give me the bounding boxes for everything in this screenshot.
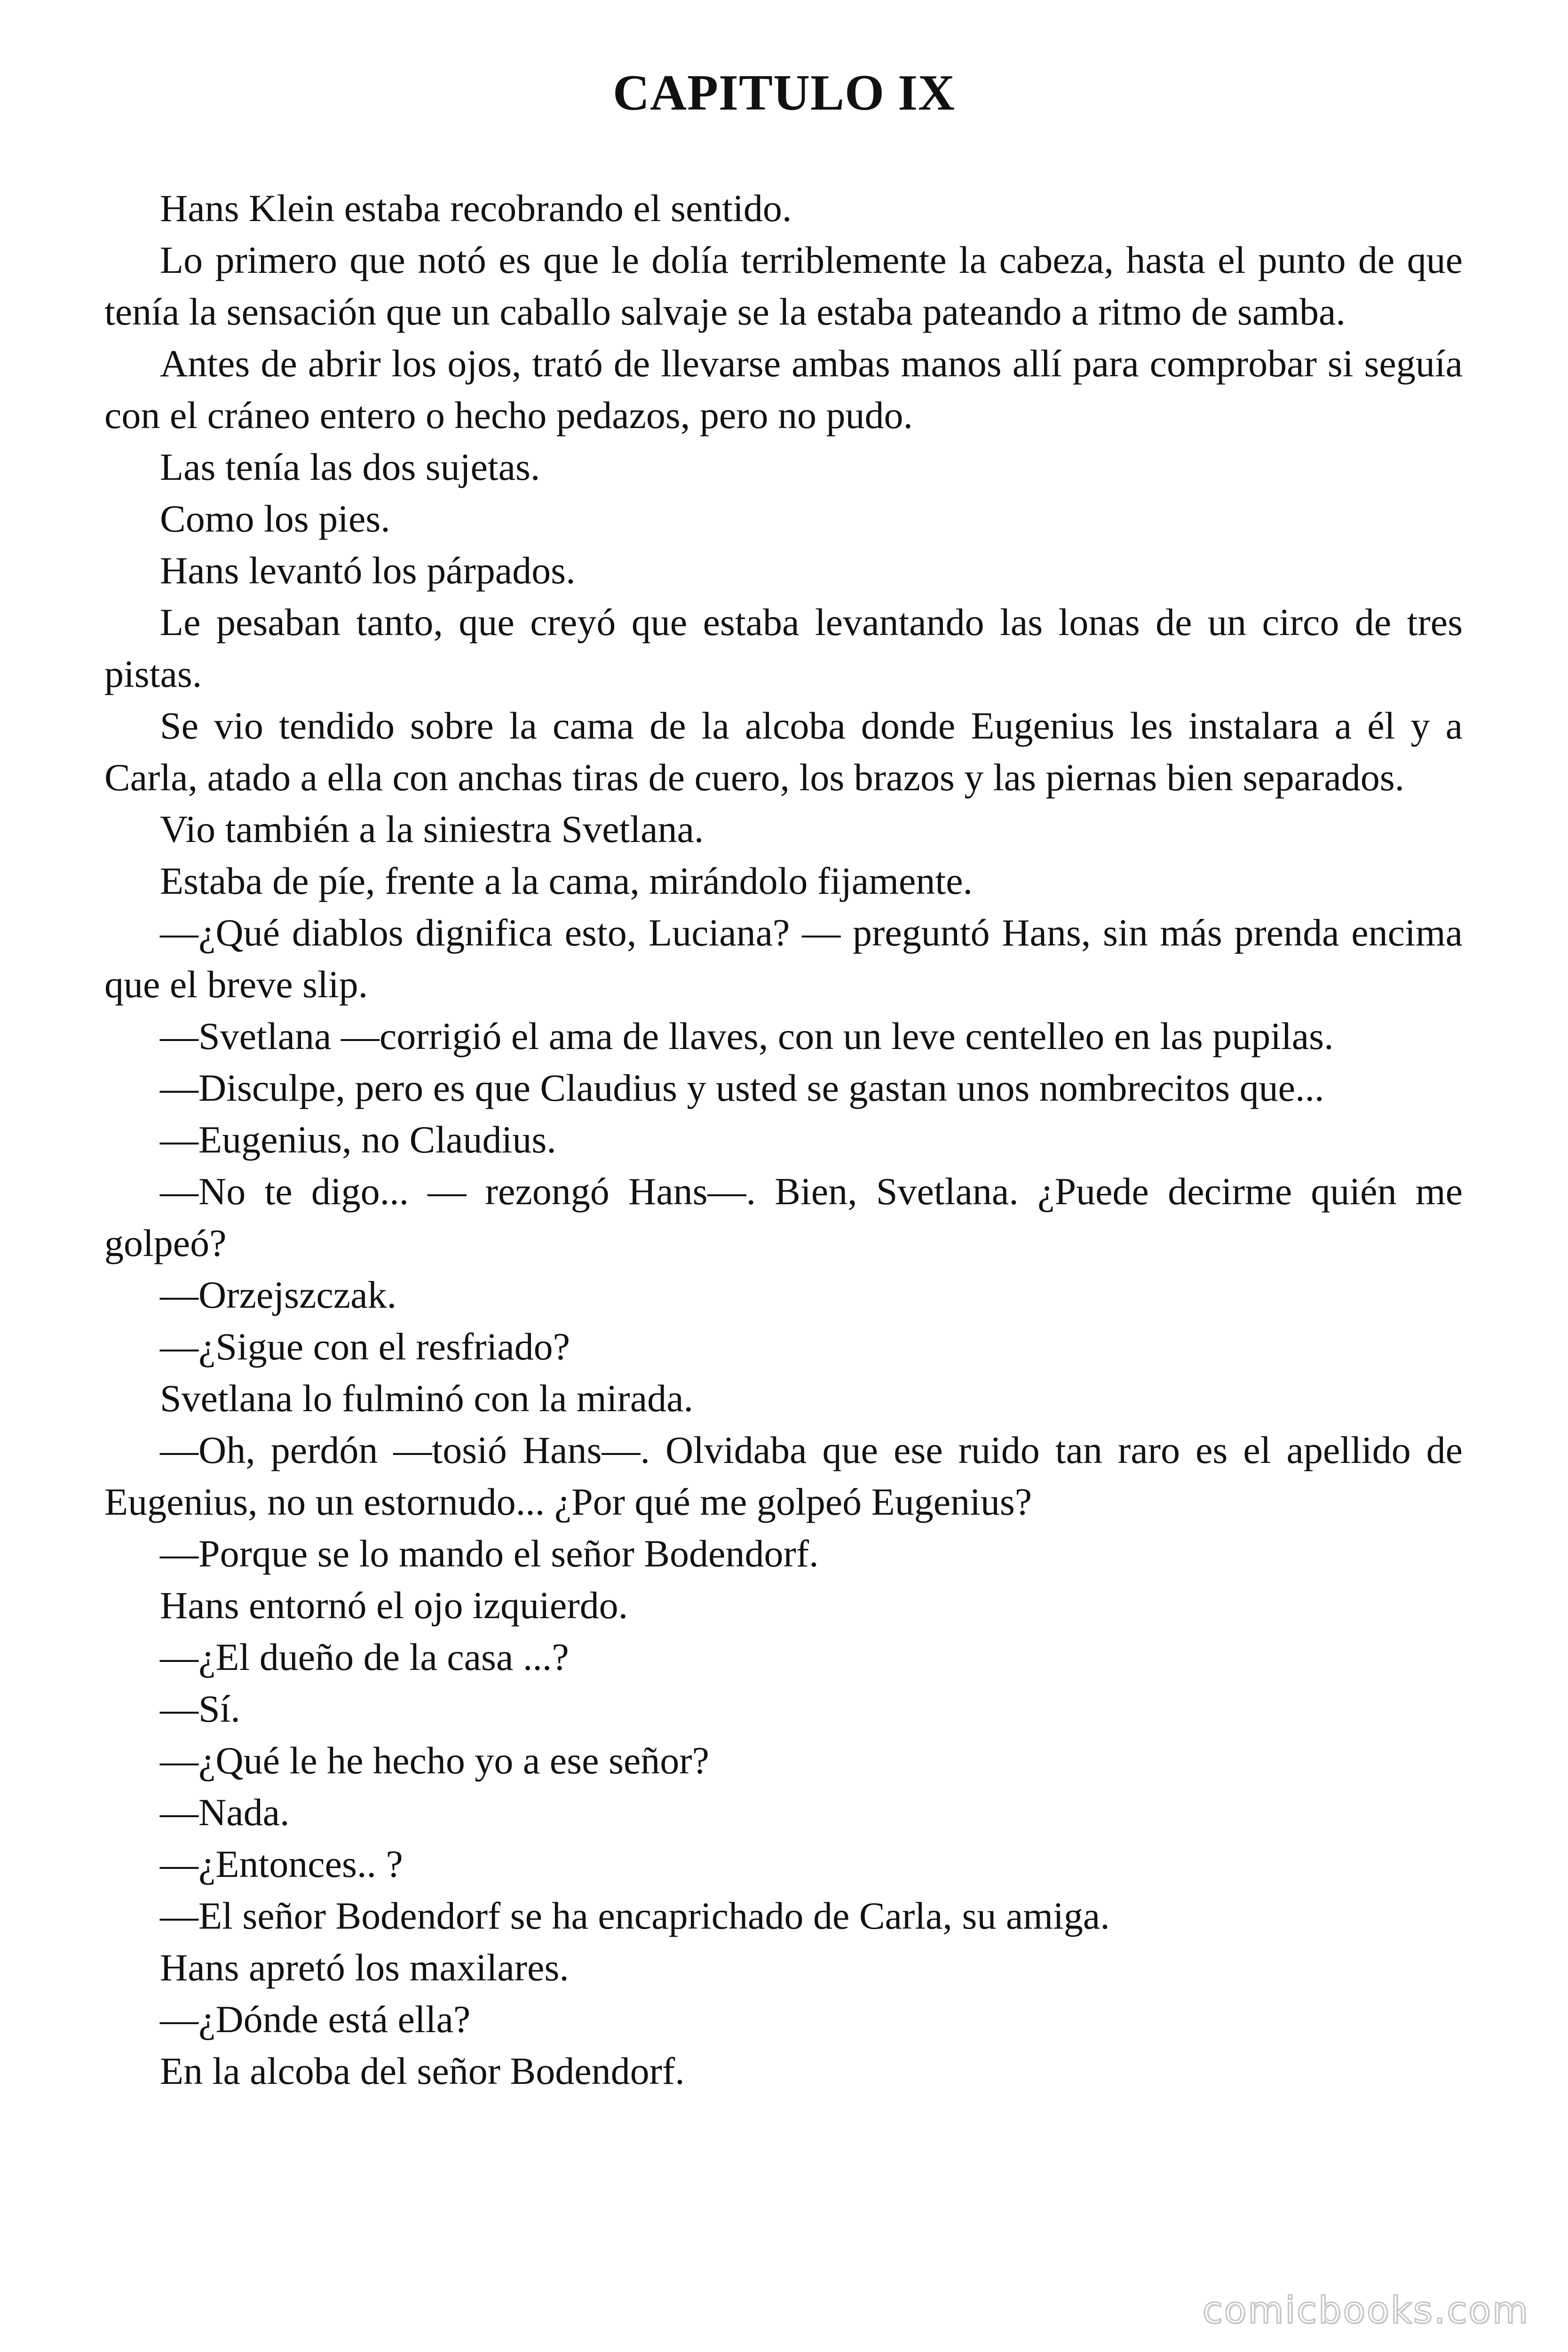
paragraph: —¿El dueño de la casa ...?	[160, 1636, 569, 1678]
paragraph: Svetlana lo fulminó con la mirada.	[160, 1377, 694, 1420]
paragraph: —¿Sigue con el resfriado?	[160, 1325, 570, 1368]
paragraph: Antes de abrir los ojos, trató de llevarse ambas manos allí para comprobar si seguía con el cráneo entero o hecho pedazos, pero no pudo.	[104, 342, 1463, 437]
paragraph: —Orzejszczak.	[160, 1273, 397, 1316]
paragraph: Le pesaban tanto, que creyó que estaba levantando las lonas de un circo de tres pistas.	[104, 601, 1463, 695]
paragraph: —¿Dónde está ella?	[160, 1998, 471, 2041]
paragraph: Lo primero que notó es que le dolía terriblemente la cabeza, hasta el punto de que tenía la sensación que un caballo salvaje se la estaba pateando a ritmo de samba.	[104, 238, 1463, 333]
paragraph: —Disculpe, pero es que Claudius y usted se gastan unos nombrecitos que...	[160, 1066, 1324, 1109]
paragraph: Estaba de píe, frente a la cama, mirándolo fijamente.	[160, 859, 973, 902]
paragraph: —¿Entonces.. ?	[160, 1843, 403, 1885]
paragraph: —Sí.	[160, 1687, 240, 1730]
paragraph: —¿Qué diablos dignifica esto, Luciana? — preguntó Hans, sin más prenda encima que el breve slip.	[104, 911, 1463, 1006]
paragraph: Hans apretó los maxilares.	[160, 1946, 569, 1989]
paragraph: Hans levantó los párpados.	[160, 549, 576, 592]
paragraph: —El señor Bodendorf se ha encaprichado de Carla, su amiga.	[160, 1894, 1110, 1937]
paragraph: —No te digo... — rezongó Hans—. Bien, Svetlana. ¿Puede decirme quién me golpeó?	[104, 1170, 1463, 1264]
paragraph: —Nada.	[160, 1791, 290, 1834]
paragraph: —Porque se lo mando el señor Bodendorf.	[160, 1532, 819, 1575]
paragraph: Se vio tendido sobre la cama de la alcoba donde Eugenius les instalara a él y a Carla, atado a ella con anchas tiras de cuero, los brazos y las piernas bien separados.	[104, 704, 1463, 799]
paragraph: —Oh, perdón —tosió Hans—. Olvidaba que ese ruido tan raro es el apellido de Eugenius, no un estornudo... ¿Por qué me golpeó Eugenius?	[104, 1429, 1463, 1523]
paragraph: —Svetlana —corrigió el ama de llaves, con un leve centelleo en las pupilas.	[160, 1015, 1334, 1057]
paragraph: Las tenía las dos sujetas.	[160, 445, 540, 488]
chapter-body	[104, 183, 1463, 2097]
paragraph: Vio también a la siniestra Svetlana.	[160, 808, 704, 850]
chapter-title: CAPITULO IX	[612, 65, 956, 121]
paragraph: Como los pies.	[160, 497, 390, 540]
paragraph: —¿Qué le he hecho yo a ese señor?	[160, 1739, 709, 1782]
paragraph: Hans Klein estaba recobrando el sentido.	[160, 187, 792, 230]
paragraph: Hans entornó el ojo izquierdo.	[160, 1584, 628, 1627]
watermark: comicbooks.com	[1202, 2289, 1529, 2332]
paragraph: —Eugenius, no Claudius.	[160, 1118, 556, 1161]
paragraph: En la alcoba del señor Bodendorf.	[160, 2050, 685, 2092]
